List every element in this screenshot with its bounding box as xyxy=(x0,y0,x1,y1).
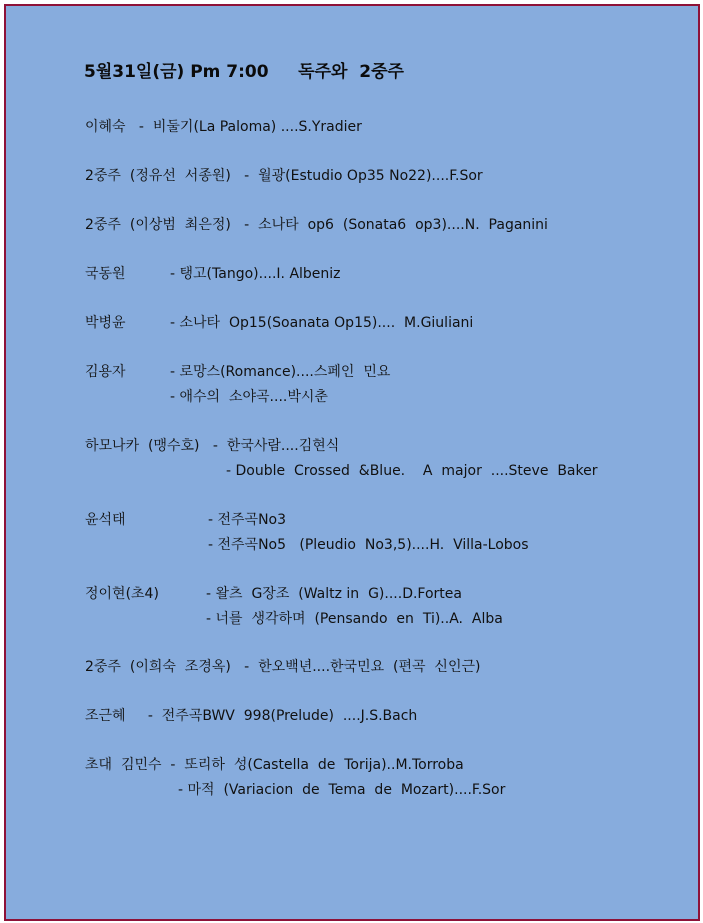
piece-line: - Double Crossed &Blue. A major ....Steve Baker xyxy=(226,463,598,479)
performer-name: 정이현(초4) xyxy=(85,586,159,602)
program-line-1: 이혜숙 - 비둘기(La Paloma) ....S.Yradier xyxy=(85,119,362,135)
piece-line: - 너를 생각하며 (Pensando en Ti)..A. Alba xyxy=(206,611,503,627)
piece-line: - 전주곡No3 xyxy=(208,512,287,528)
piece-line: - 애수의 소야곡....박시춘 xyxy=(170,389,328,405)
program-line-harmonica: 하모나카 (맹수호) - 한국사람....김현식 xyxy=(85,438,340,454)
performer-name: 김용자 xyxy=(85,364,126,380)
piece-line: - 로망스(Romance)....스페인 민요 xyxy=(170,364,391,380)
piece-line: - 탱고(Tango)....I. Albeniz xyxy=(170,266,341,282)
piece-line: - 소나타 Op15(Soanata Op15).... M.Giuliani xyxy=(170,315,474,331)
piece-line: - 마적 (Variacion de Tema de Mozart)....F.Sor xyxy=(178,782,506,798)
performer-name: 박병윤 xyxy=(85,315,126,331)
performer-name: 국동원 xyxy=(85,266,126,282)
program-line-guest: 초대 김민수 - 또리하 성(Castella de Torija)..M.Torroba xyxy=(85,757,464,773)
program-line-bach: 조근혜 - 전주곡BWV 998(Prelude) ....J.S.Bach xyxy=(85,708,418,724)
program-line-2: 2중주 (정유선 서종원) - 월광(Estudio Op35 No22)....F.Sor xyxy=(85,168,483,184)
piece-line: - 전주곡No5 (Pleudio No3,5)....H. Villa-Lobos xyxy=(208,537,529,553)
concert-title: 5월31일(금) Pm 7:00 독주와 2중주 xyxy=(84,62,404,82)
program-line-duo: 2중주 (이희숙 조경옥) - 한오백년....한국민요 (편곡 신인근) xyxy=(85,659,481,675)
performer-name: 윤석태 xyxy=(85,512,126,528)
program-line-3: 2중주 (이상범 최은정) - 소나타 op6 (Sonata6 op3)....N. Paganini xyxy=(85,217,548,233)
piece-line: - 왈츠 G장조 (Waltz in G)....D.Fortea xyxy=(206,586,462,602)
